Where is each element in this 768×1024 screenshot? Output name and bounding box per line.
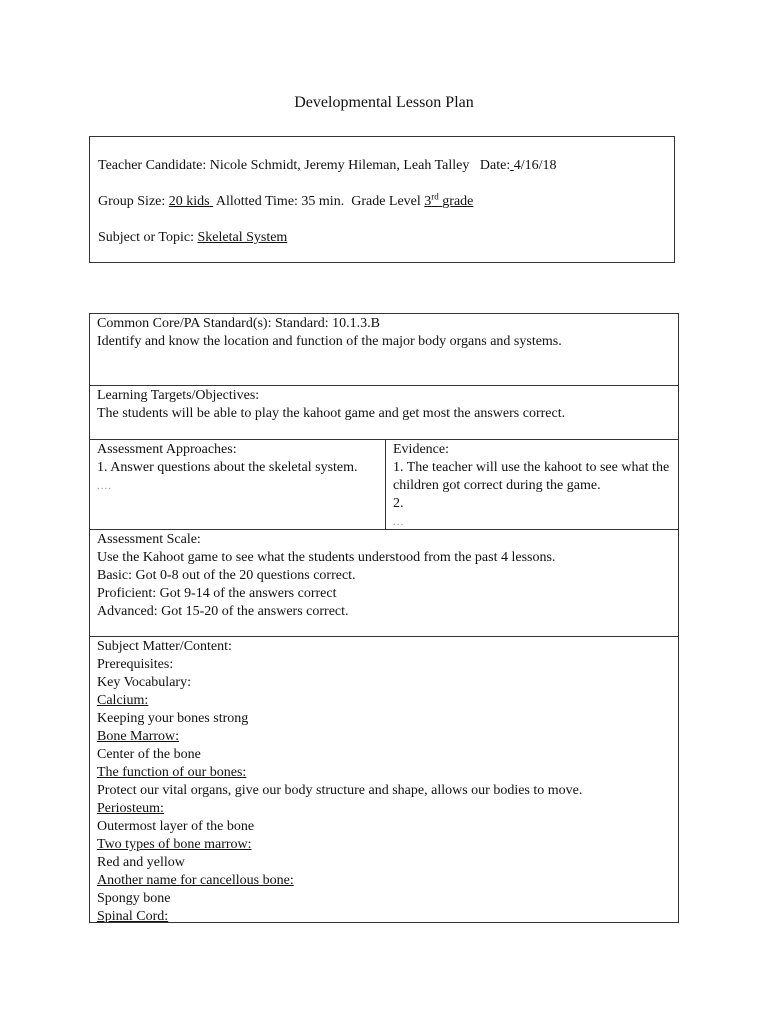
objectives-section (90, 386, 678, 440)
evidence-item-2: 2. (393, 496, 404, 511)
assessment-section (90, 440, 678, 530)
teacher-names-a: Nicole Schmidt (209, 158, 298, 173)
vocab-definition: Keeping your bones strong (97, 711, 249, 726)
subject-label: Subject or Topic: (98, 230, 194, 245)
approaches-dots: .... (97, 480, 112, 492)
teacher-comma: , (297, 158, 301, 173)
objectives-text: The students will be able to play the kahoot game and get most the answers correct. (97, 406, 566, 421)
evidence-dots: ... (393, 516, 405, 528)
scale-line: Use the Kahoot game to see what the students understood from the past 4 lessons. (97, 550, 556, 565)
scale-line: Proficient: Got 9-14 of the answers correct (97, 586, 337, 601)
grade-value: 3rd grade (424, 191, 474, 209)
vocab-term: Bone Marrow: (97, 729, 180, 744)
evidence-cell (386, 440, 678, 529)
standards-section (90, 314, 678, 386)
scale-section (90, 530, 678, 637)
grade-label: Grade Level (351, 194, 421, 209)
group-label: Group Size: (98, 194, 166, 209)
standards-text: Identify and know the location and function of the major body organs and systems. (97, 334, 562, 349)
approaches-label: Assessment Approaches: (97, 442, 237, 457)
teacher-label: Teacher Candidate: (98, 158, 207, 173)
teacher-names-b: Jeremy Hileman, Leah Talley (304, 158, 470, 173)
vocabulary-label: Key Vocabulary: (97, 675, 191, 690)
content-section (90, 637, 678, 923)
vocab-term: Two types of bone marrow: (97, 837, 252, 852)
approaches-cell (90, 440, 385, 529)
scale-line: Advanced: Got 15-20 of the answers correct. (97, 604, 349, 619)
vocab-definition: Red and yellow (97, 855, 185, 870)
prerequisites-label: Prerequisites: (97, 657, 174, 672)
approaches-text: 1. Answer questions about the skeletal system. (97, 460, 358, 475)
time-label: Allotted Time: 35 min. (215, 194, 345, 209)
subject-value: Skeletal System (197, 230, 288, 245)
vocab-term: Calcium: (97, 693, 149, 708)
vocab-term: The function of our bones: (97, 765, 247, 780)
standards-label: Common Core/PA Standard(s): Standard: 10.1.3.B (97, 316, 380, 331)
scale-label: Assessment Scale: (97, 532, 201, 547)
vocab-term: Spinal Cord: (97, 909, 169, 923)
evidence-label: Evidence: (393, 442, 449, 457)
group-line (98, 191, 474, 210)
subject-line (98, 230, 287, 246)
vocab-term: Periosteum: (97, 801, 164, 816)
teacher-line (98, 158, 557, 174)
objectives-label: Learning Targets/Objectives: (97, 388, 260, 403)
vocab-definition: Protect our vital organs, give our body structure and shape, allows our bodies to move. (97, 783, 583, 798)
group-value: 20 kids (168, 194, 210, 209)
content-label: Subject Matter/Content: (97, 639, 232, 654)
vocab-definition: Center of the bone (97, 747, 201, 762)
vocab-definition: Spongy bone (97, 891, 171, 906)
date-value: 4/16/18 (513, 158, 557, 173)
date-label: Date: (479, 158, 511, 173)
lesson-table (89, 313, 679, 923)
vocab-definition: Outermost layer of the bone (97, 819, 255, 834)
scale-line: Basic: Got 0-8 out of the 20 questions correct. (97, 568, 356, 583)
page-title: Developmental Lesson Plan (294, 94, 474, 111)
evidence-text: 1. The teacher will use the kahoot to see what the children got correct during the game. (393, 460, 670, 493)
vocab-term: Another name for cancellous bone: (97, 873, 294, 888)
header-box (89, 136, 675, 263)
